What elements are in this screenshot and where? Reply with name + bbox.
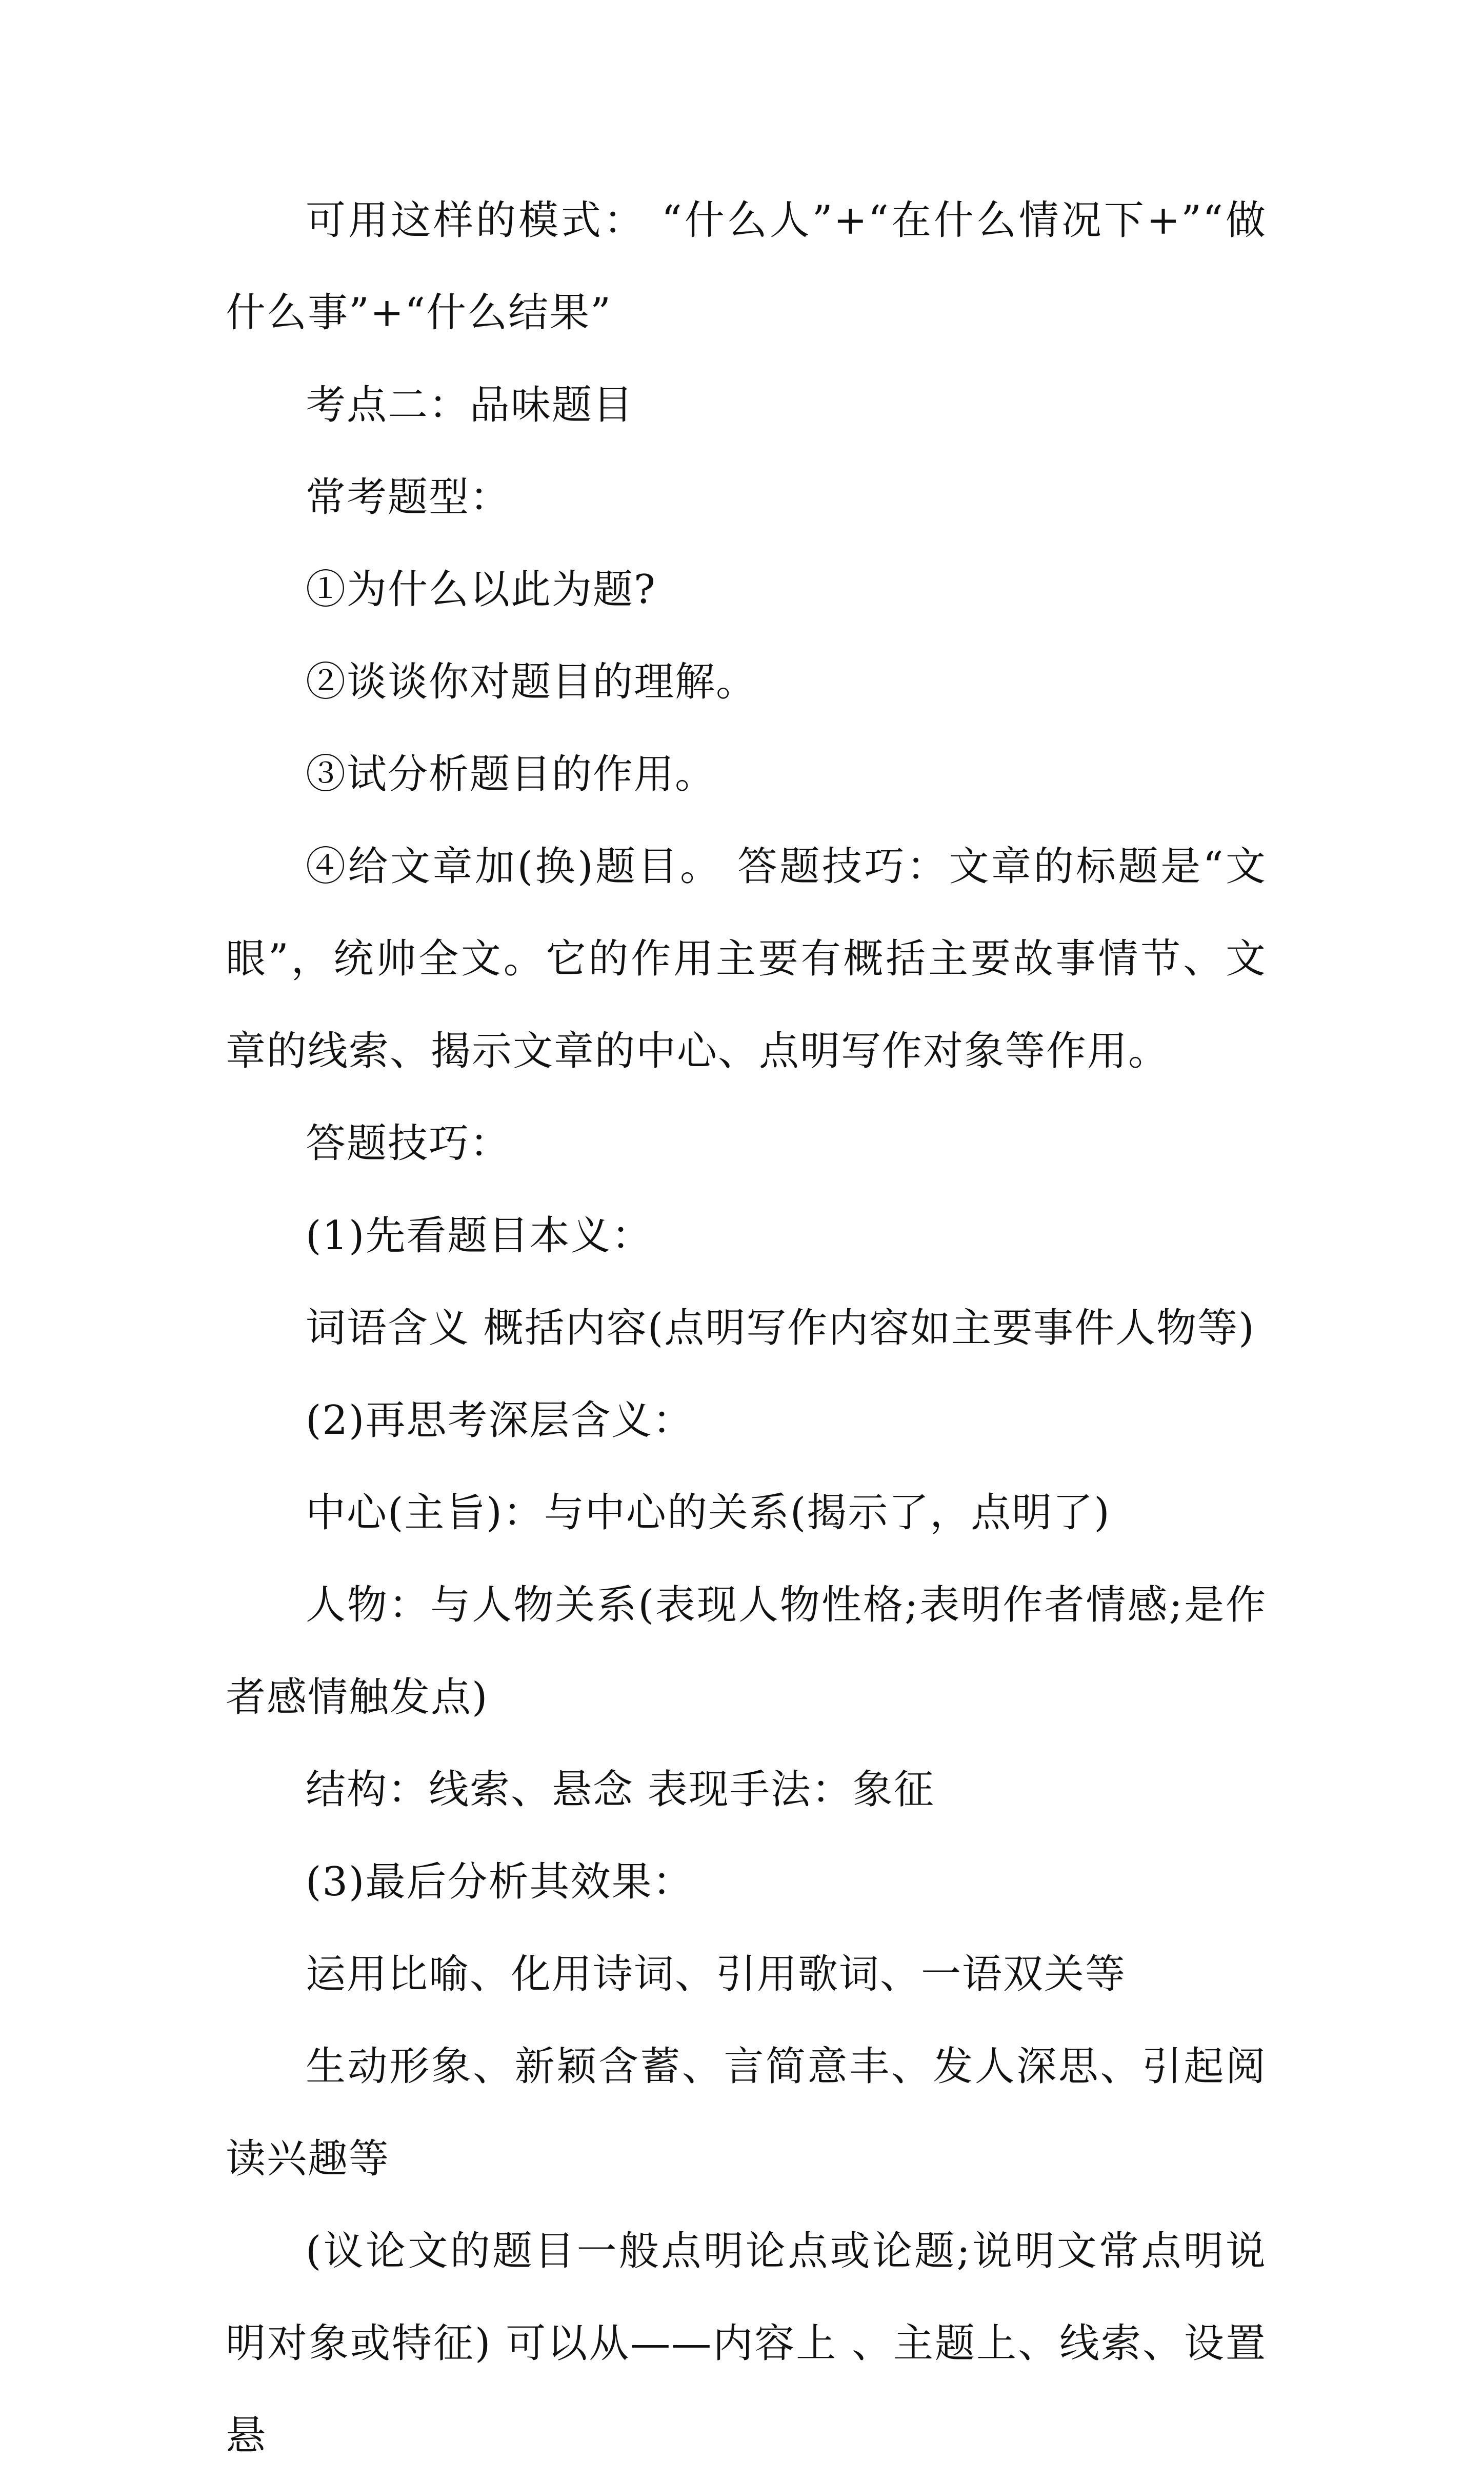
paragraph-step-1: (1)先看题目本义： <box>306 1213 653 1259</box>
paragraph-center-theme: 中心(主旨)：与中心的关系(揭示了，点明了) <box>306 1490 1111 1536</box>
paragraph-step-3: (3)最后分析其效果： <box>306 1859 694 1905</box>
paragraph-structure: 结构：线索、悬念 表现手法：象征 <box>306 1767 935 1813</box>
paragraph-pattern-formula: 可用这样的模式： “什么人”+“在什么情况下+”“做什么事”+“什么结果” <box>226 197 1267 336</box>
paragraph-step-2: (2)再思考深层含义： <box>306 1397 694 1444</box>
paragraph-question-2: ②谈谈你对题目的理解。 <box>306 659 757 705</box>
paragraph-heading-point-two: 考点二：品味题目 <box>306 382 634 428</box>
document-body <box>226 174 1267 2482</box>
paragraph-answer-tips: 答题技巧： <box>306 1120 511 1167</box>
paragraph-question-1: ①为什么以此为题? <box>306 567 656 613</box>
paragraph-word-meaning: 词语含义 概括内容(点明写作内容如主要事件人物等) <box>306 1305 1255 1351</box>
paragraph-characters: 人物：与人物关系(表现人物性格;表明作者情感;是作者感情触发点) <box>226 1582 1267 1720</box>
paragraph-question-3: ③试分析题目的作用。 <box>306 751 716 797</box>
paragraph-argument-expository: (议论文的题目一般点明论点或论题;说明文常点明说明对象或特征) 可以从——内容上 、主题上、线索、设置悬 <box>226 2228 1267 2459</box>
paragraph-effects: 生动形象、新颖含蓄、言简意丰、发人深思、引起阅读兴趣等 <box>226 2044 1267 2182</box>
paragraph-rhetoric: 运用比喻、化用诗词、引用歌词、一语双关等 <box>306 1951 1127 1997</box>
paragraph-common-question-types: 常考题型： <box>306 474 511 521</box>
paragraph-question-4-and-tips: ④给文章加(换)题目。 答题技巧：文章的标题是“文眼”，统帅全文。它的作用主要有概括主要故事情节、文章的线索、揭示文章的中心、点明写作对象等作用。 <box>226 844 1267 1074</box>
